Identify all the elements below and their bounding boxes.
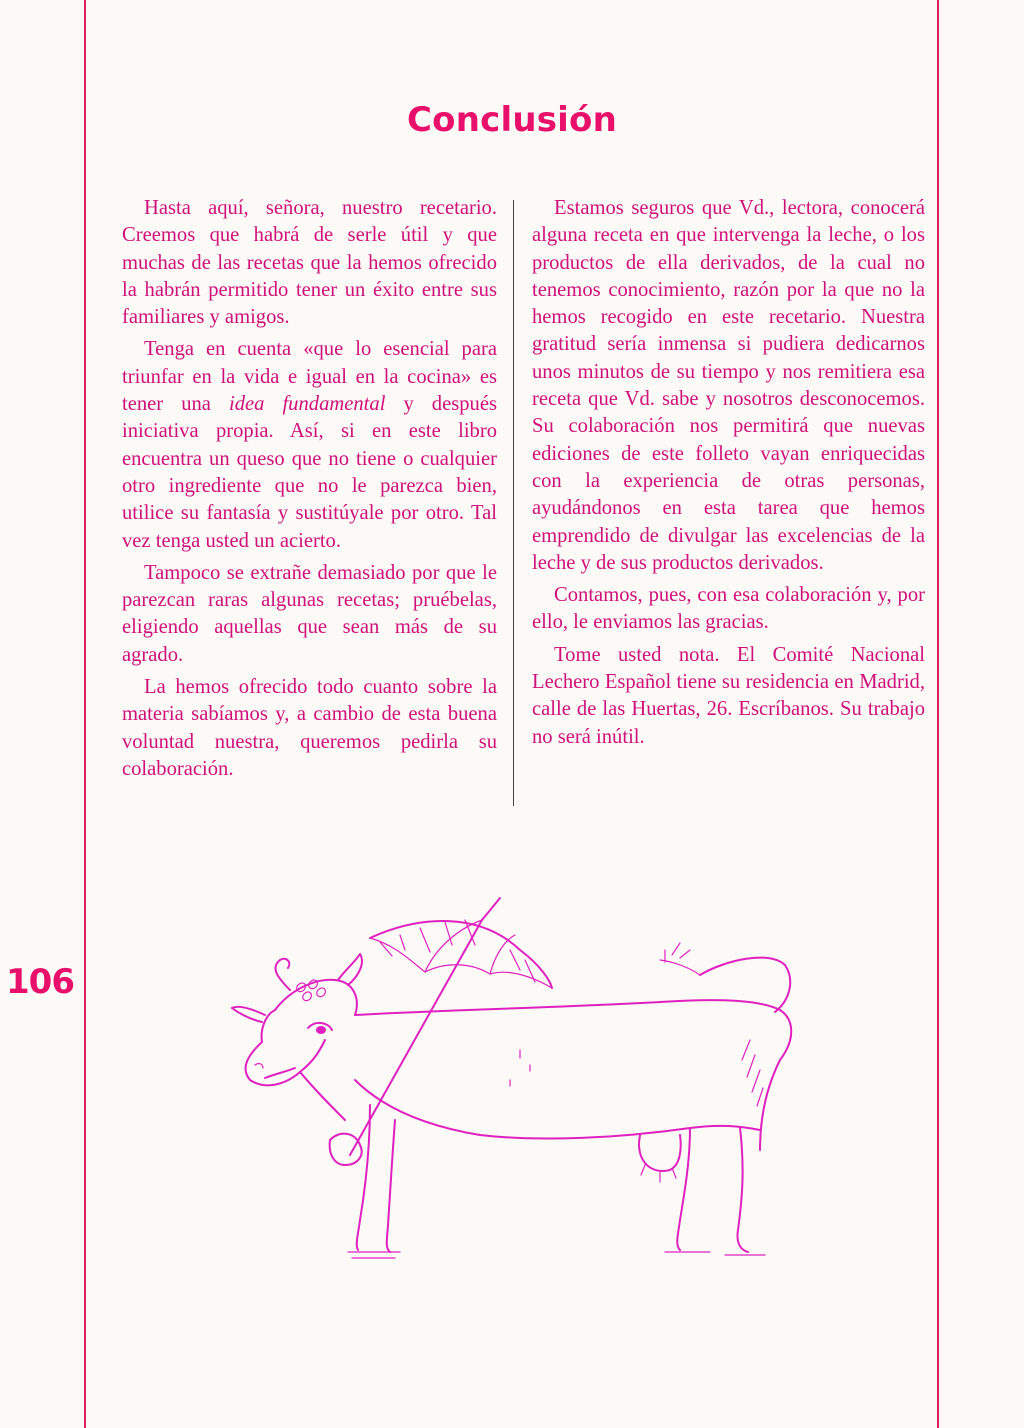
paragraph: La hemos ofrecido todo cuanto sobre la materia sabíamos y, a cambio de esta buena voluntad nuestra, queremos pedirla su colaboración. <box>122 676 497 780</box>
page-number: 106 <box>6 962 74 1002</box>
paragraph: Estamos seguros que Vd., lectora, conocerá alguna receta en que intervenga la leche, o los productos de ella derivados, de la cual no tenemos conocimiento, razón por la que no la hemos recogido en este recetario. Nuestra gratitud sería inmensa si pudiera dedicarnos unos minutos de su tiempo y nos remitiera esa receta que Vd. sabe y nosotros desconocemos. Su colaboración nos permitirá que nuevas ediciones de este folleto vayan enriquecidas con la experiencia de otras personas, ayudándonos en esta tarea que hemos emprendido de divulgar las excelencias de la leche y de sus productos derivados. <box>532 197 925 574</box>
paragraph-text: Tenga en cuenta «que lo esencial para triunfar en la vida e igual en la cocina» es tener una <box>122 338 497 416</box>
paragraph: Tampoco se extrañe demasiado por que le parezcan raras algunas recetas; pruébelas, eligiendo aquellas que sean más de su agrado. <box>122 561 497 666</box>
emphasis-text: idea fundamental <box>228 393 386 416</box>
paragraph-text: y después iniciativa propia. Así, si en este libro encuentra un queso que no tiene o cualquier otro ingrediente que no le parezca bien, utilice su fantasía y sustitúyale por otro. Tal vez tenga usted un acierto. <box>122 393 497 552</box>
paragraph: Contamos, pues, con esa colaboración y, por ello, le enviamos las gracias. <box>532 584 925 634</box>
paragraph: Tome usted nota. El Comité Nacional Lechero Español tiene su residencia en Madrid, calle de las Huertas, 26. Escríbanos. Su trabajo no será inútil. <box>532 643 925 748</box>
cow-with-umbrella-icon <box>220 890 840 1330</box>
right-column <box>532 195 925 756</box>
column-divider <box>513 200 514 806</box>
paragraph: Hasta aquí, señora, nuestro recetario. Creemos que habrá de serle útil y que muchas de las recetas que la hemos ofrecido la habrán permitido tener un éxito entre sus familiares y amigos. <box>122 197 497 329</box>
paragraph <box>122 336 497 554</box>
left-column <box>122 195 497 788</box>
page-title: Conclusión <box>407 100 617 140</box>
